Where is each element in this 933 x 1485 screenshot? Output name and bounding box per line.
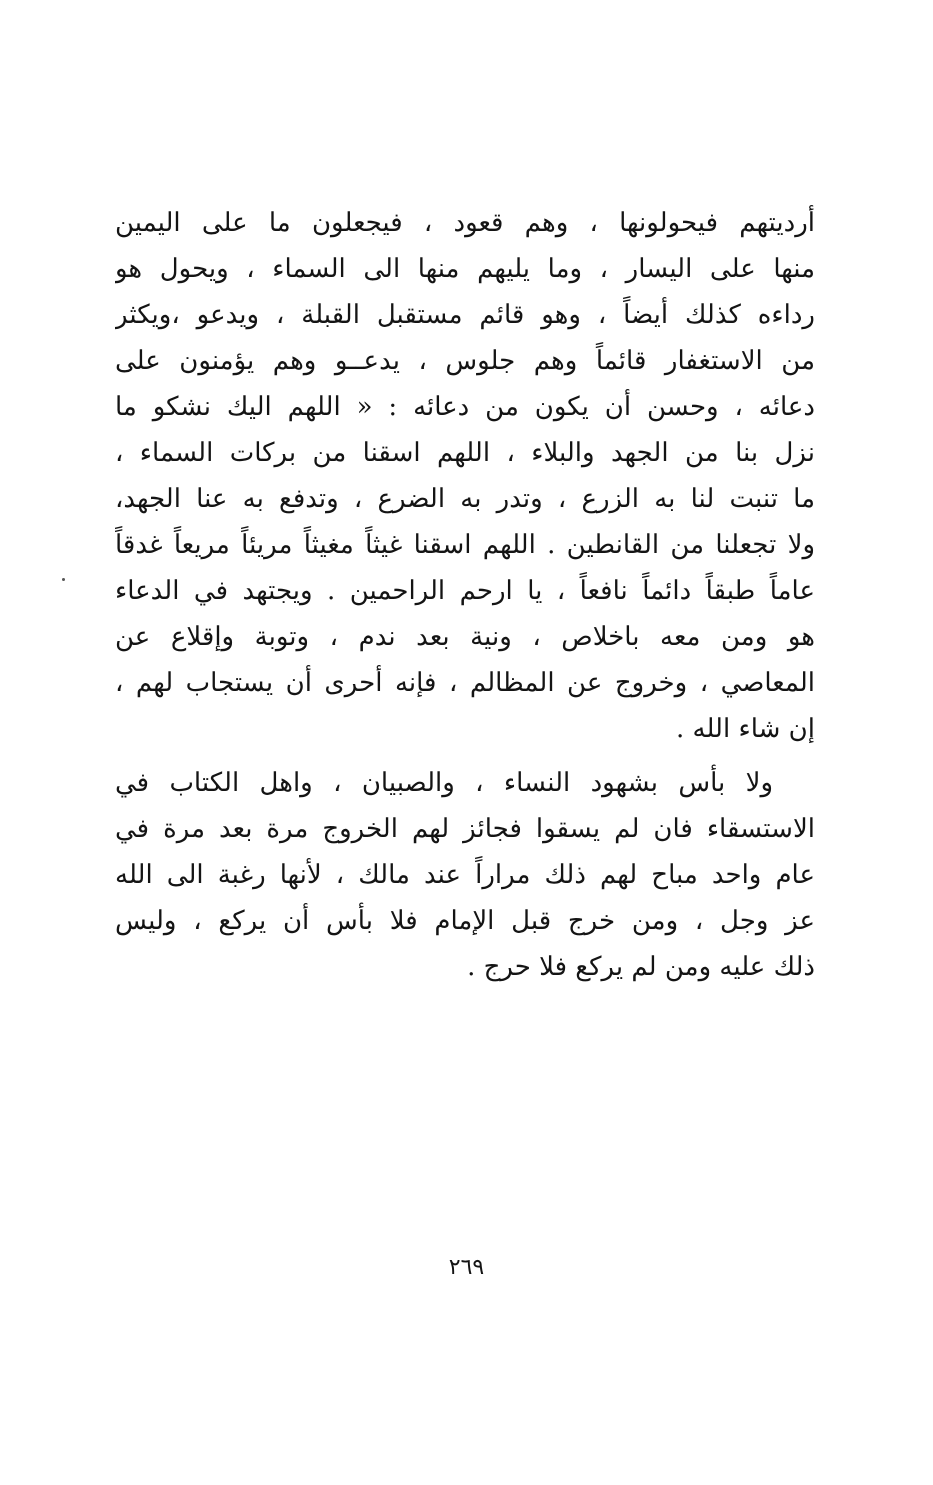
text-line: هو ومن معه باخلاص ، ونية بعد ندم ، وتوبة وإقلاع عن: [115, 622, 815, 652]
text-line: أرديتهم فيحولونها ، وهم قعود ، فيجعلون ما على اليمين: [115, 208, 815, 238]
text-line: الاستسقاء فان لم يسقوا فجائز لهم الخروج مرة بعد مرة في: [115, 814, 815, 844]
text-line: من الاستغفار قائماً وهم جلوس ، يدعــو وهم يؤمنون على: [115, 346, 815, 376]
text-line: عز وجل ، ومن خرج قبل الإمام فلا بأس أن يركع ، وليس: [115, 906, 815, 936]
text-line: رداءه كذلك أيضاً ، وهو قائم مستقبل القبلة ، ويدعو ،ويكثر: [115, 300, 815, 330]
text-line: عاماً طبقاً دائماً نافعاً ، يا ارحم الراحمين . ويجتهد في الدعاء: [115, 576, 815, 606]
paragraph-1: [115, 200, 815, 752]
text-line: نزل بنا من الجهد والبلاء ، اللهم اسقنا من بركات السماء ،: [115, 438, 815, 468]
text-line: دعائه ، وحسن أن يكون من دعائه : « اللهم اليك نشكو ما: [115, 392, 815, 422]
text-line: ما تنبت لنا به الزرع ، وتدر به الضرع ، وتدفع به عنا الجهد،: [115, 484, 815, 514]
scan-speck: [62, 578, 65, 581]
paragraph-2: [115, 760, 815, 990]
text-line: عام واحد مباح لهم ذلك مراراً عند مالك ، لأنها رغبة الى الله: [115, 860, 815, 890]
text-line: إن شاء الله .: [675, 714, 815, 744]
text-line: المعاصي ، وخروج عن المظالم ، فإنه أحرى أن يستجاب لهم ،: [115, 668, 815, 698]
text-line: منها على اليسار ، وما يليهم منها الى السماء ، ويحول هو: [115, 254, 815, 284]
text-line: ولا بأس بشهود النساء ، والصبيان ، واهل الكتاب في: [115, 768, 773, 798]
page-number: ٢٦٩: [448, 1255, 485, 1280]
text-line: ولا تجعلنا من القانطين . اللهم اسقنا غيثاً مغيثاً مريئاً مريعاً غدقاً: [115, 530, 815, 560]
text-line: ذلك عليه ومن لم يركع فلا حرج .: [467, 952, 815, 982]
